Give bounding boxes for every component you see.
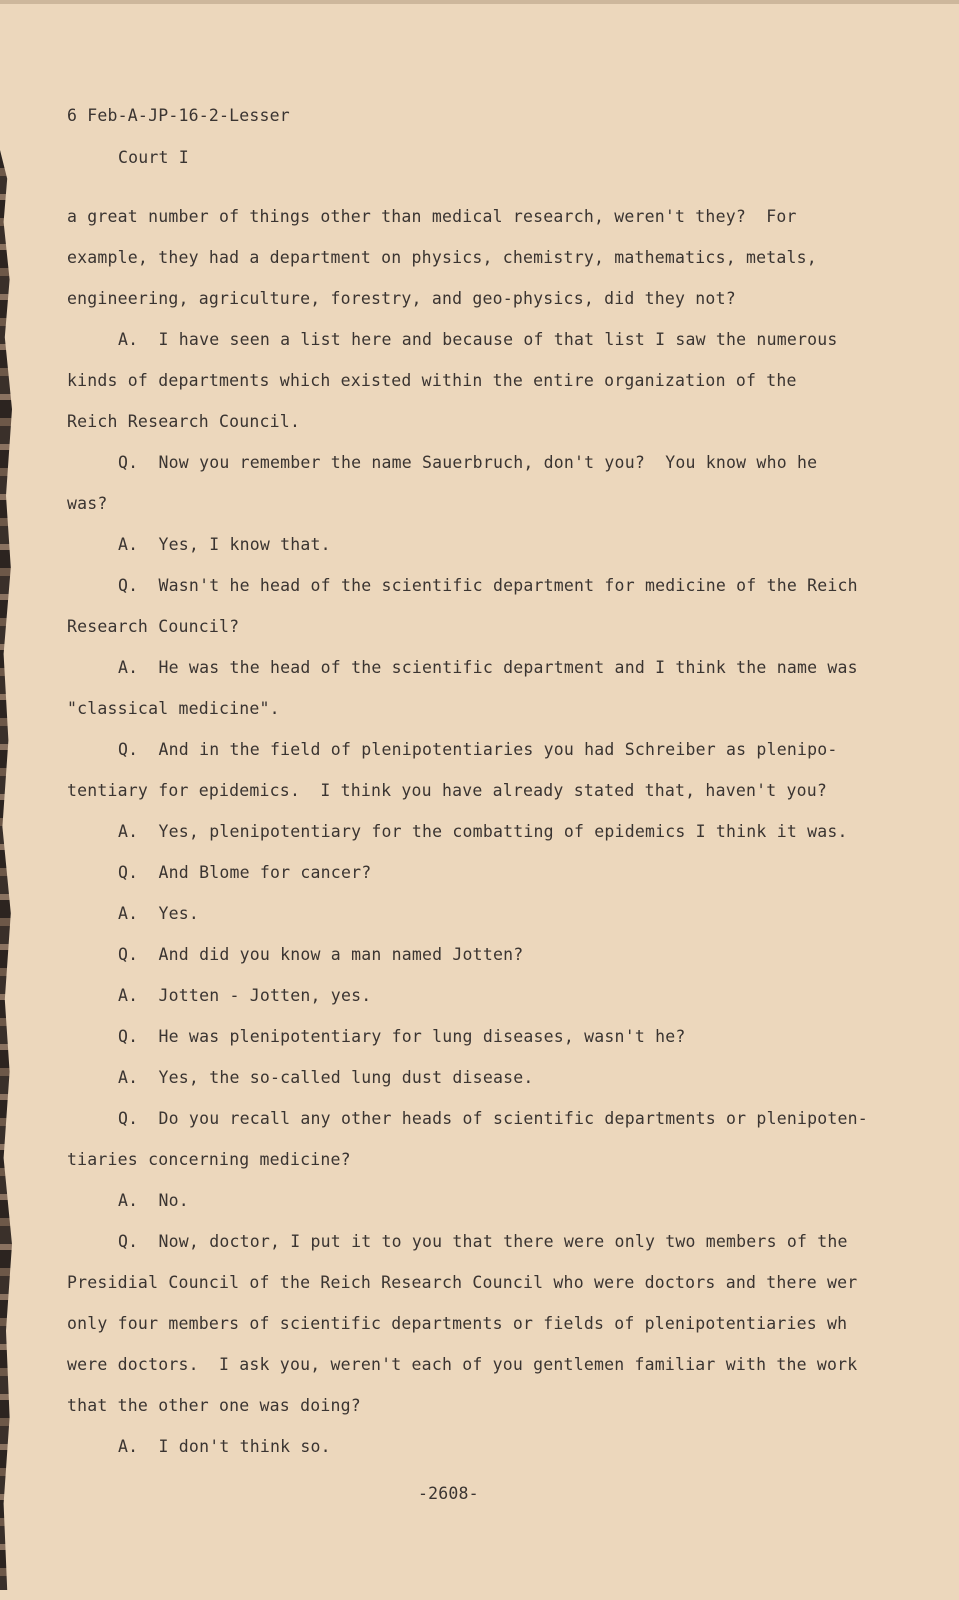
transcript-line: A. Yes.	[118, 904, 200, 923]
transcript-line: Q. Do you recall any other heads of scientific departments or plenipoten-	[118, 1109, 868, 1128]
transcript-line: Q. Now, doctor, I put it to you that there were only two members of the	[118, 1232, 848, 1251]
transcript-line: Q. And did you know a man named Jotten?	[118, 945, 524, 964]
transcript-line: was?	[67, 494, 108, 513]
transcript-line: Q. Wasn't he head of the scientific department for medicine of the Reich	[118, 576, 858, 595]
transcript-line: Q. And Blome for cancer?	[118, 863, 372, 882]
transcript-line: Q. He was plenipotentiary for lung diseases, wasn't he?	[118, 1027, 686, 1046]
transcript-line: engineering, agriculture, forestry, and geo-physics, did they not?	[67, 289, 736, 308]
transcript-line: A. I don't think so.	[118, 1437, 331, 1456]
transcript-line: kinds of departments which existed within the entire organization of the	[67, 371, 797, 390]
transcript-line: a great number of things other than medical research, weren't they? For	[67, 207, 797, 226]
page-number: -2608-	[418, 1484, 479, 1503]
torn-left-edge	[0, 150, 12, 1590]
transcript-line: A. Yes, I know that.	[118, 535, 331, 554]
transcript-line: Q. And in the field of plenipotentiaries you had Schreiber as plenipo-	[118, 740, 838, 759]
transcript-line: Research Council?	[67, 617, 240, 636]
transcript-line: Presidial Council of the Reich Research Council who were doctors and there wer	[67, 1273, 858, 1292]
transcript-line: example, they had a department on physics, chemistry, mathematics, metals,	[67, 248, 817, 267]
transcript-line: tiaries concerning medicine?	[67, 1150, 351, 1169]
transcript-line: A. He was the head of the scientific department and I think the name was	[118, 658, 858, 677]
document-header: 6 Feb-A-JP-16-2-Lesser	[67, 106, 290, 125]
transcript-line: that the other one was doing?	[67, 1396, 361, 1415]
transcript-line: were doctors. I ask you, weren't each of you gentlemen familiar with the work	[67, 1355, 858, 1374]
transcript-line: tentiary for epidemics. I think you have already stated that, haven't you?	[67, 781, 828, 800]
transcript-line: A. Yes, plenipotentiary for the combatting of epidemics I think it was.	[118, 822, 848, 841]
page-top-edge	[0, 0, 959, 4]
transcript-line: A. Jotten - Jotten, yes.	[118, 986, 372, 1005]
transcript-line: Q. Now you remember the name Sauerbruch, don't you? You know who he	[118, 453, 818, 472]
transcript-line: A. I have seen a list here and because of that list I saw the numerous	[118, 330, 838, 349]
transcript-line: A. Yes, the so-called lung dust disease.	[118, 1068, 534, 1087]
transcript-line: "classical medicine".	[67, 699, 280, 718]
transcript-line: only four members of scientific departments or fields of plenipotentiaries wh	[67, 1314, 848, 1333]
transcript-line: A. No.	[118, 1191, 189, 1210]
court-label: Court I	[118, 148, 189, 167]
transcript-line: Reich Research Council.	[67, 412, 301, 431]
